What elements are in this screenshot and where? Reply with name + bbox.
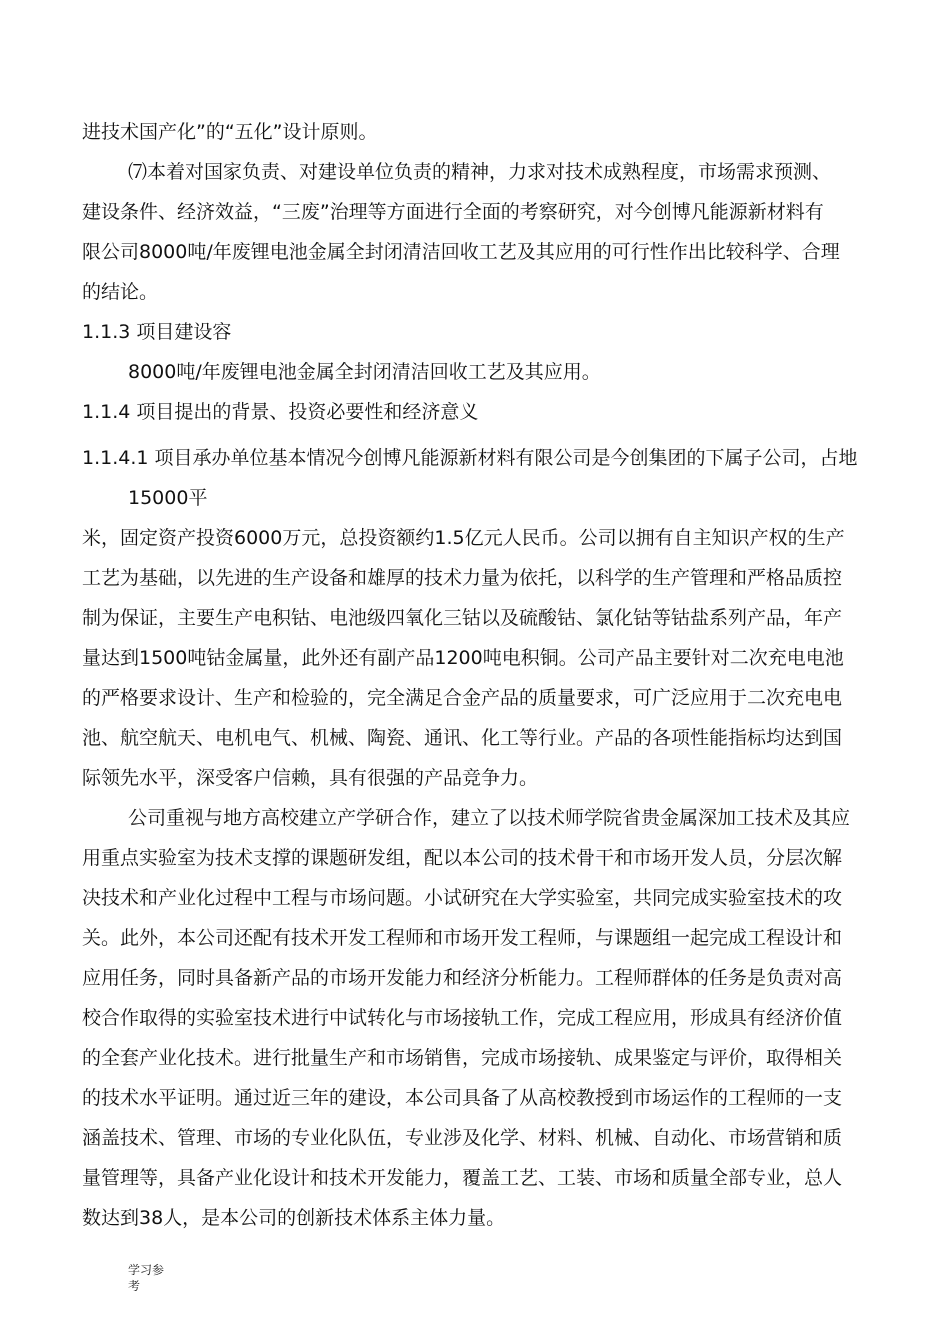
text-line: 8000吨/年废锂电池金属全封闭清洁回收工艺及其应用。 (128, 361, 601, 383)
text-line (82, 1238, 897, 1278)
text-line: 的结论。 (82, 281, 159, 303)
text-line: 关。此外，本公司还配有技术开发工程师和市场开发工程师，与课题组一起完成工程设计和 (82, 927, 843, 949)
text-line: 涵盖技术、管理、市场的专业化队伍，专业涉及化学、材料、机械、自动化、市场营销和质 (82, 1127, 843, 1149)
text-line: 际领先水平，深受客户信赖，具有很强的产品竞争力。 (82, 767, 539, 789)
text-line: 量达到1500吨钴金属量，此外还有副产品1200吨电积铜。公司产品主要针对二次充电电池 (82, 647, 844, 669)
text-line: 米，固定资产投资6000万元，总投资额约1.5亿元人民币。公司以拥有自主知识产权的生产 (82, 527, 845, 549)
text-line: 数达到38人，是本公司的创新技术体系主体力量。 (82, 1207, 506, 1229)
document-body (82, 112, 897, 1278)
text-line: 进技术国产化”的“五化”设计原则。 (82, 121, 378, 143)
text-line: 用重点实验室为技术支撑的课题研发组，配以本公司的技术骨干和市场开发人员，分层次解 (82, 847, 843, 869)
text-line: 公司重视与地方高校建立产学研合作，建立了以技术师学院省贵金属深加工技术及其应 (128, 807, 851, 829)
text-line: 池、航空航天、电机电气、机械、陶瓷、通讯、化工等行业。产品的各项性能指标均达到国 (82, 727, 843, 749)
footer-line: 学习参 (128, 1263, 165, 1277)
text-line: 量管理等，具备产业化设计和技术开发能力，覆盖工艺、工装、市场和质量全部专业，总人 (82, 1167, 843, 1189)
text-line: ⑺本着对国家负责、对建设单位负责的精神，力求对技术成熟程度，市场需求预测、 (128, 161, 832, 183)
text-line: 制为保证，主要生产电积钴、电池级四氧化三钴以及硫酸钴、氯化钴等钴盐系列产品，年产 (82, 607, 843, 629)
page-footer (128, 1262, 188, 1294)
text-line: 工艺为基础，以先进的生产设备和雄厚的技术力量为依托，以科学的生产管理和严格品质控 (82, 567, 843, 589)
text-line: 校合作取得的实验室技术进行中试转化与市场接轨工作，完成工程应用，形成具有经济价值 (82, 1007, 843, 1029)
text-line: 应用任务，同时具备新产品的市场开发能力和经济分析能力。工程师群体的任务是负责对高 (82, 967, 843, 989)
text-line: 限公司8000吨/年废锂电池金属全封闭清洁回收工艺及其应用的可行性作出比较科学、合理 (82, 241, 840, 263)
footer-line: 考 (128, 1279, 141, 1293)
section-heading: 1.1.4 项目提出的背景、投资必要性和经济意义 (82, 401, 479, 423)
text-line: 建设条件、经济效益，“三废”治理等方面进行全面的考察研究，对今创博凡能源新材料有 (82, 201, 824, 223)
text-line: 决技术和产业化过程中工程与市场问题。小试研究在大学实验室，共同完成实验室技术的攻 (82, 887, 843, 909)
section-heading: 1.1.3 项目建设容 (82, 321, 232, 343)
text-line: 15000平 (128, 487, 208, 509)
text-line: 的技术水平证明。通过近三年的建设，本公司具备了从高校教授到市场运作的工程师的一支 (82, 1087, 843, 1109)
text-line: 的全套产业化技术。进行批量生产和市场销售，完成市场接轨、成果鉴定与评价，取得相关 (82, 1047, 843, 1069)
subsection-heading: 1.1.4.1 项目承办单位基本情况今创博凡能源新材料有限公司是今创集团的下属子公司，占地 (82, 447, 858, 469)
text-line: 的严格要求设计、生产和检验的，完全满足合金产品的质量要求，可广泛应用于二次充电电 (82, 687, 843, 709)
